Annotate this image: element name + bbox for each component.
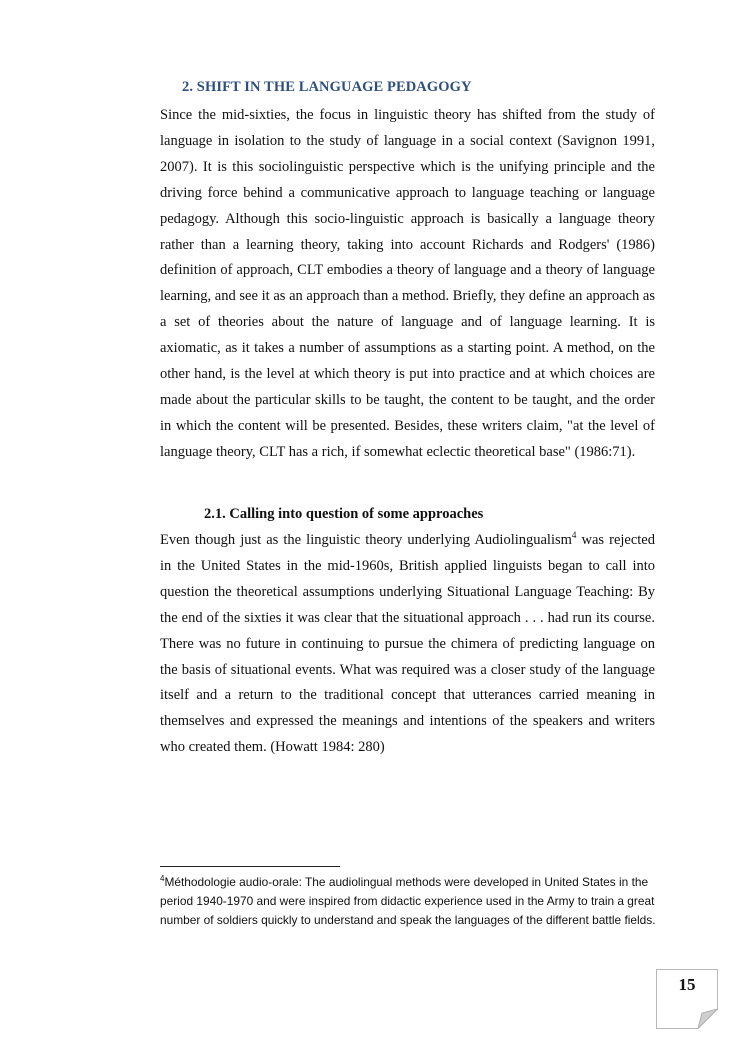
footnote-separator: [160, 866, 340, 867]
footnote-number: 4: [160, 874, 165, 884]
subsection-text-end: was rejected in the United States in the mid-1960s, British applied linguists began to call into question the theoretical assumptions underlying Situational Language Teaching: By the end of the sixties it was clear that the situational approach . . . had run its course. There was no future in continuing to pursue the chimera of predicting language on the basis of situational events. What was required was a closer study of the language itself and a return to the traditional concept that utterances carried meaning in themselves and expressed the meanings and intentions of the speakers and writers who created them. (Howatt 1984: 280): [160, 532, 655, 756]
section-heading: 2. SHIFT IN THE LANGUAGE PEDAGOGY: [182, 79, 472, 95]
subsection-text-start: Even though just as the linguistic theory underlying Audiolingualism: [160, 532, 572, 548]
subsection-heading: 2.1. Calling into question of some approaches: [204, 506, 484, 522]
section-paragraph: Since the mid-sixties, the focus in linguistic theory has shifted from the study of language in isolation to the study of language in a social context (Savignon 1991, 2007). It is this sociolinguistic perspective which is the unifying principle and the driving force behind a communicative approach to language teaching or language pedagogy. Although this socio-linguistic approach is basically a language theory rather than a learning theory, taking into account Richards and Rodgers' (1986) definition of approach, CLT embodies a theory of language and a theory of language learning, and see it as an approach than a method. Briefly, they define an approach as a set of theories about the nature of language and of language learning. It is axiomatic, as it takes a number of assumptions as a starting point. A method, on the other hand, is the level at which theory is put into practice and at which choices are made about the particular skills to be taught, the content to be taught, and the order in which the content will be presented. Besides, these writers claim, "at the level of language theory, CLT has a rich, if somewhat eclectic theoretical base" (1986:71).: [160, 107, 655, 460]
footnote-reference[interactable]: 4: [571, 530, 577, 541]
subsection-paragraph: [160, 528, 655, 761]
page-number: 15: [678, 975, 696, 994]
page-number-box: [656, 969, 718, 1029]
footnote: [160, 873, 660, 931]
footnote-text: Méthodologie audio-orale: The audiolingual methods were developed in United States in the period 1940-1970 and were inspired from didactic experience used in the Army to train a great number of soldiers quickly to understand and speak the languages of the different battle fields.: [160, 875, 656, 928]
